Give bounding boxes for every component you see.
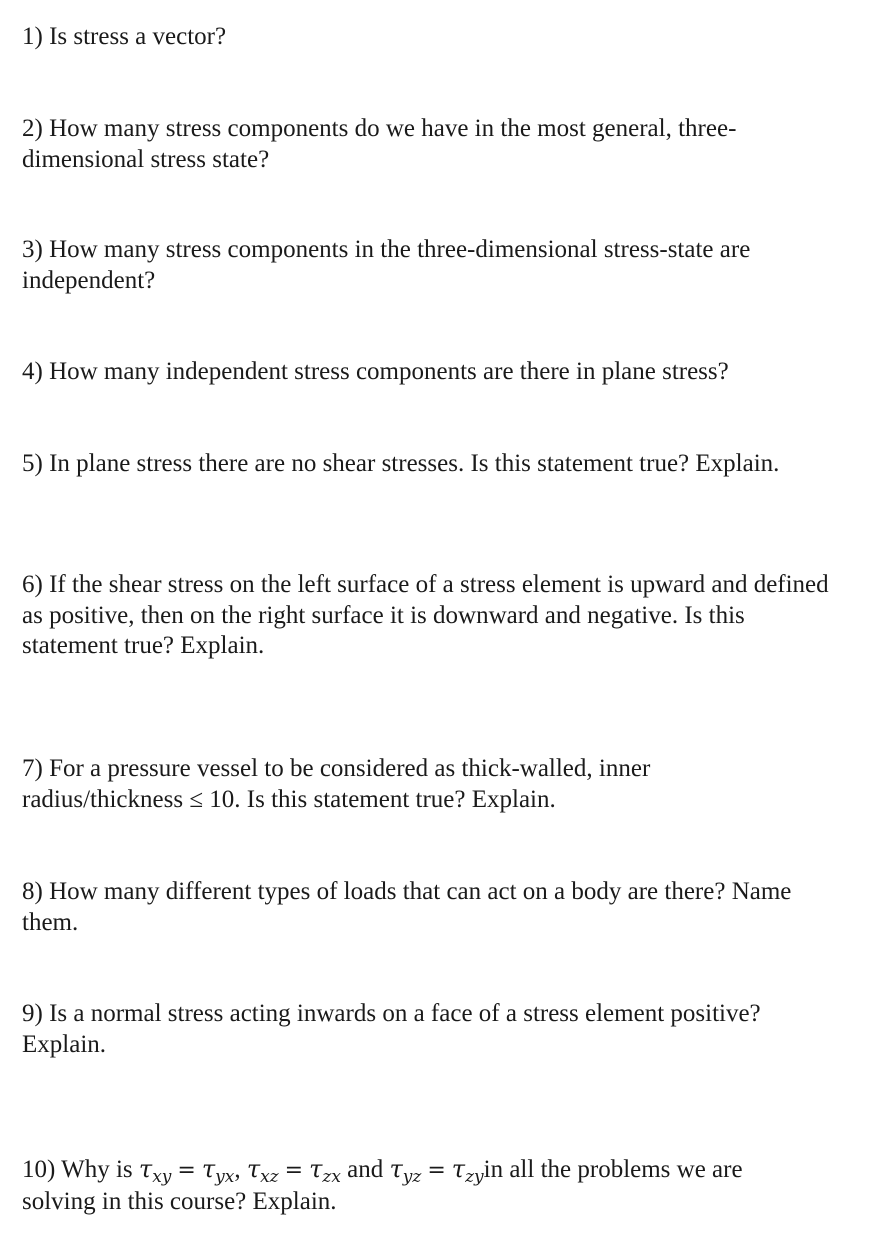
tau-zy: $\tau_{zy}$ bbox=[451, 1155, 484, 1187]
q10-suffix: in all the problems we are solving in this course? Explain. bbox=[22, 1156, 743, 1215]
equals-sign: = bbox=[427, 1158, 446, 1183]
q10-and: and bbox=[340, 1156, 390, 1183]
tau-zx: $\tau_{zx}$ bbox=[309, 1155, 341, 1187]
tau-xz: $\tau_{xz}$ bbox=[246, 1155, 279, 1187]
question-1: 1) Is stress a vector? bbox=[22, 23, 227, 50]
tau-yx: $\tau_{yx}$ bbox=[201, 1155, 235, 1187]
question-2: 2) How many stress components do we have in the most general, three-dimensional stress state? bbox=[22, 115, 737, 173]
equals-sign: = bbox=[284, 1158, 304, 1183]
tau-yz: $\tau_{yz}$ bbox=[389, 1155, 422, 1187]
q10-prefix: 10) Why is bbox=[22, 1156, 139, 1183]
question-6: 6) If the shear stress on the left surface of a stress element is upward and defined as positive, then on the right surface it is downward and negative. Is this statement true? Explain. bbox=[22, 571, 829, 659]
question-3: 3) How many stress components in the three-dimensional stress-state are independent? bbox=[22, 236, 751, 294]
question-7: 7) For a pressure vessel to be considered as thick-walled, inner radius/thickness ≤ 10. Is this statement true? Explain. bbox=[22, 755, 651, 813]
equals-sign: = bbox=[177, 1158, 196, 1183]
tau-xy: $\tau_{xy}$ bbox=[138, 1155, 172, 1187]
question-4: 4) How many independent stress components are there in plane stress? bbox=[22, 358, 729, 385]
question-10: 10) Why is $\tau_{xy} = \tau_{yx}$, $\tau_{xz} = \tau_{zx}$ and $\tau_{yz} = \tau_{zy}in$ all the problems we are solving in this course? Explain. bbox=[22, 1155, 743, 1215]
question-5: 5) In plane stress there are no shear stresses. Is this statement true? Explain. bbox=[22, 450, 780, 477]
question-8: 8) How many different types of loads that can act on a body are there? Name them. bbox=[22, 878, 792, 936]
question-9: 9) Is a normal stress acting inwards on a face of a stress element positive? Explain. bbox=[22, 1000, 761, 1058]
